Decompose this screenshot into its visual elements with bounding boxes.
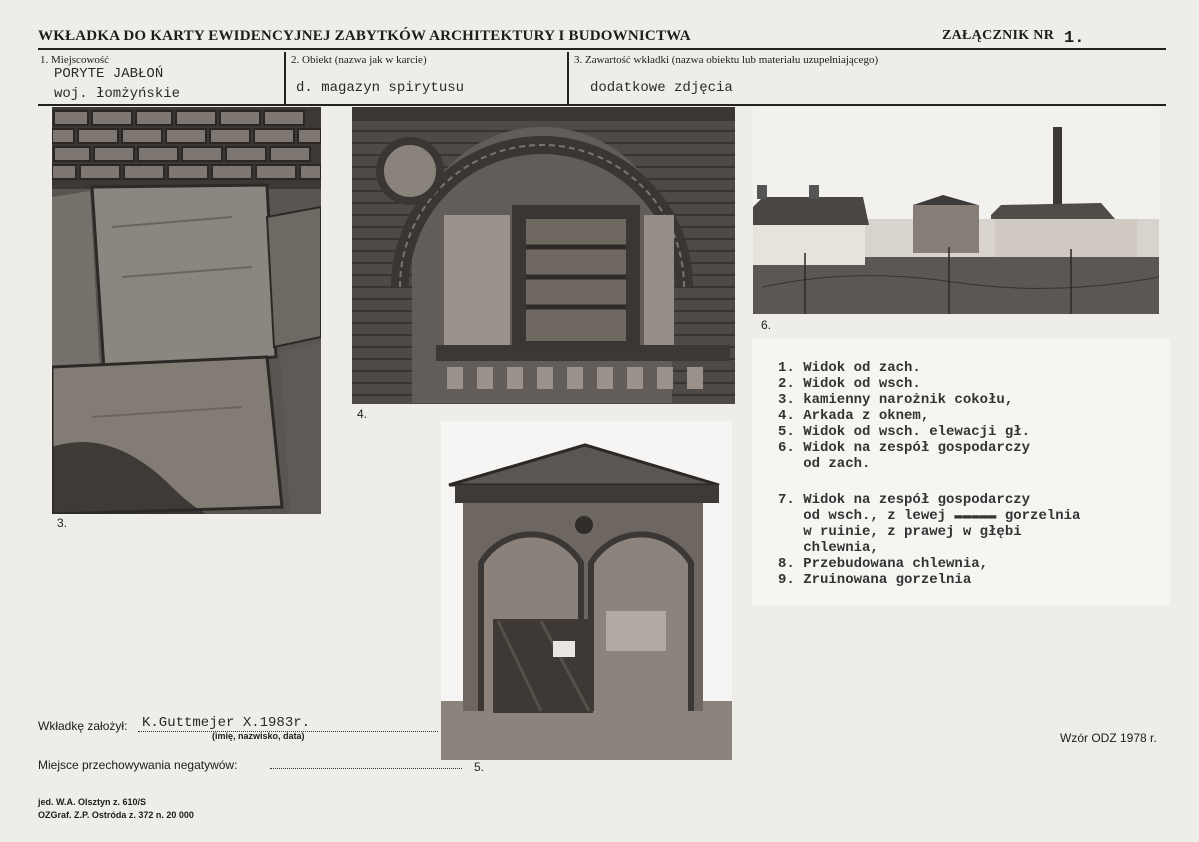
print-info-1: jed. W.A. Olsztyn z. 610/S: [38, 797, 147, 807]
photo-number: 5.: [474, 760, 485, 774]
card-title: WKŁADKA DO KARTY EWIDENCYJNEJ ZABYTKÓW ARCHITEKTURY I BUDOWNICTWA: [38, 28, 691, 44]
caption-line: 4. Arkada z oknem,: [778, 408, 930, 424]
header-rule: [38, 48, 1166, 50]
storage-label: Miejsce przechowywania negatywów:: [38, 758, 238, 772]
content-label: 3. Zawartość wkładki (nazwa obiektu lub materiału uzupełniającego): [574, 54, 879, 66]
object-value: d. magazyn spirytusu: [296, 80, 465, 96]
photo-arcade-window: [352, 107, 735, 404]
province-value: woj. łomżyńskie: [54, 86, 181, 102]
caption-panel: [752, 338, 1170, 606]
storage-dotted-line: [270, 768, 462, 769]
photo-stone-corner: [52, 107, 321, 514]
locality-value: PORYTE JABŁOŃ: [54, 66, 164, 82]
caption-line: 1. Widok od zach.: [778, 360, 921, 376]
caption-line: 7. Widok na zespół gospodarczy: [778, 492, 1031, 508]
caption-line: w ruinie, z prawej w głębi: [778, 524, 1022, 540]
photo-number: 6.: [761, 318, 772, 332]
photo-farm-complex: [753, 107, 1159, 314]
field-divider: [567, 52, 569, 104]
print-info-2: OZGraf. Z.P. Ostróda z. 372 n. 20 000: [38, 810, 194, 820]
author-label: Wkładkę założył:: [38, 719, 128, 733]
caption-line: 3. kamienny narożnik cokołu,: [778, 392, 1014, 408]
author-value: K.Guttmejer X.1983r.: [142, 715, 311, 731]
fields-rule: [38, 104, 1166, 106]
caption-line: 6. Widok na zespół gospodarczy: [778, 440, 1031, 456]
template-label: Wzór ODZ 1978 r.: [1060, 731, 1157, 745]
caption-line: 9. Zruinowana gorzelnia: [778, 572, 972, 588]
photo-number: 4.: [357, 407, 368, 421]
author-hint: (imię, nazwisko, data): [212, 731, 305, 741]
object-label: 2. Obiekt (nazwa jak w karcie): [291, 54, 427, 66]
caption-line: od zach.: [778, 456, 871, 472]
caption-line: 8. Przebudowana chlewnia,: [778, 556, 989, 572]
annex-label: ZAŁĄCZNIK NR: [942, 28, 1055, 43]
caption-line: od wsch., z lewej ▬▬▬▬▬ gorzelnia: [778, 508, 1081, 524]
caption-line: 2. Widok od wsch.: [778, 376, 921, 392]
caption-line: 5. Widok od wsch. elewacji gł.: [778, 424, 1031, 440]
photo-east-facade: [441, 421, 732, 760]
locality-label: 1. Miejscowość: [40, 54, 110, 66]
field-divider: [284, 52, 286, 104]
caption-line: chlewnia,: [778, 540, 879, 556]
annex-number: 1.: [1064, 29, 1085, 48]
photo-number: 3.: [57, 516, 68, 530]
content-value: dodatkowe zdjęcia: [590, 80, 733, 96]
